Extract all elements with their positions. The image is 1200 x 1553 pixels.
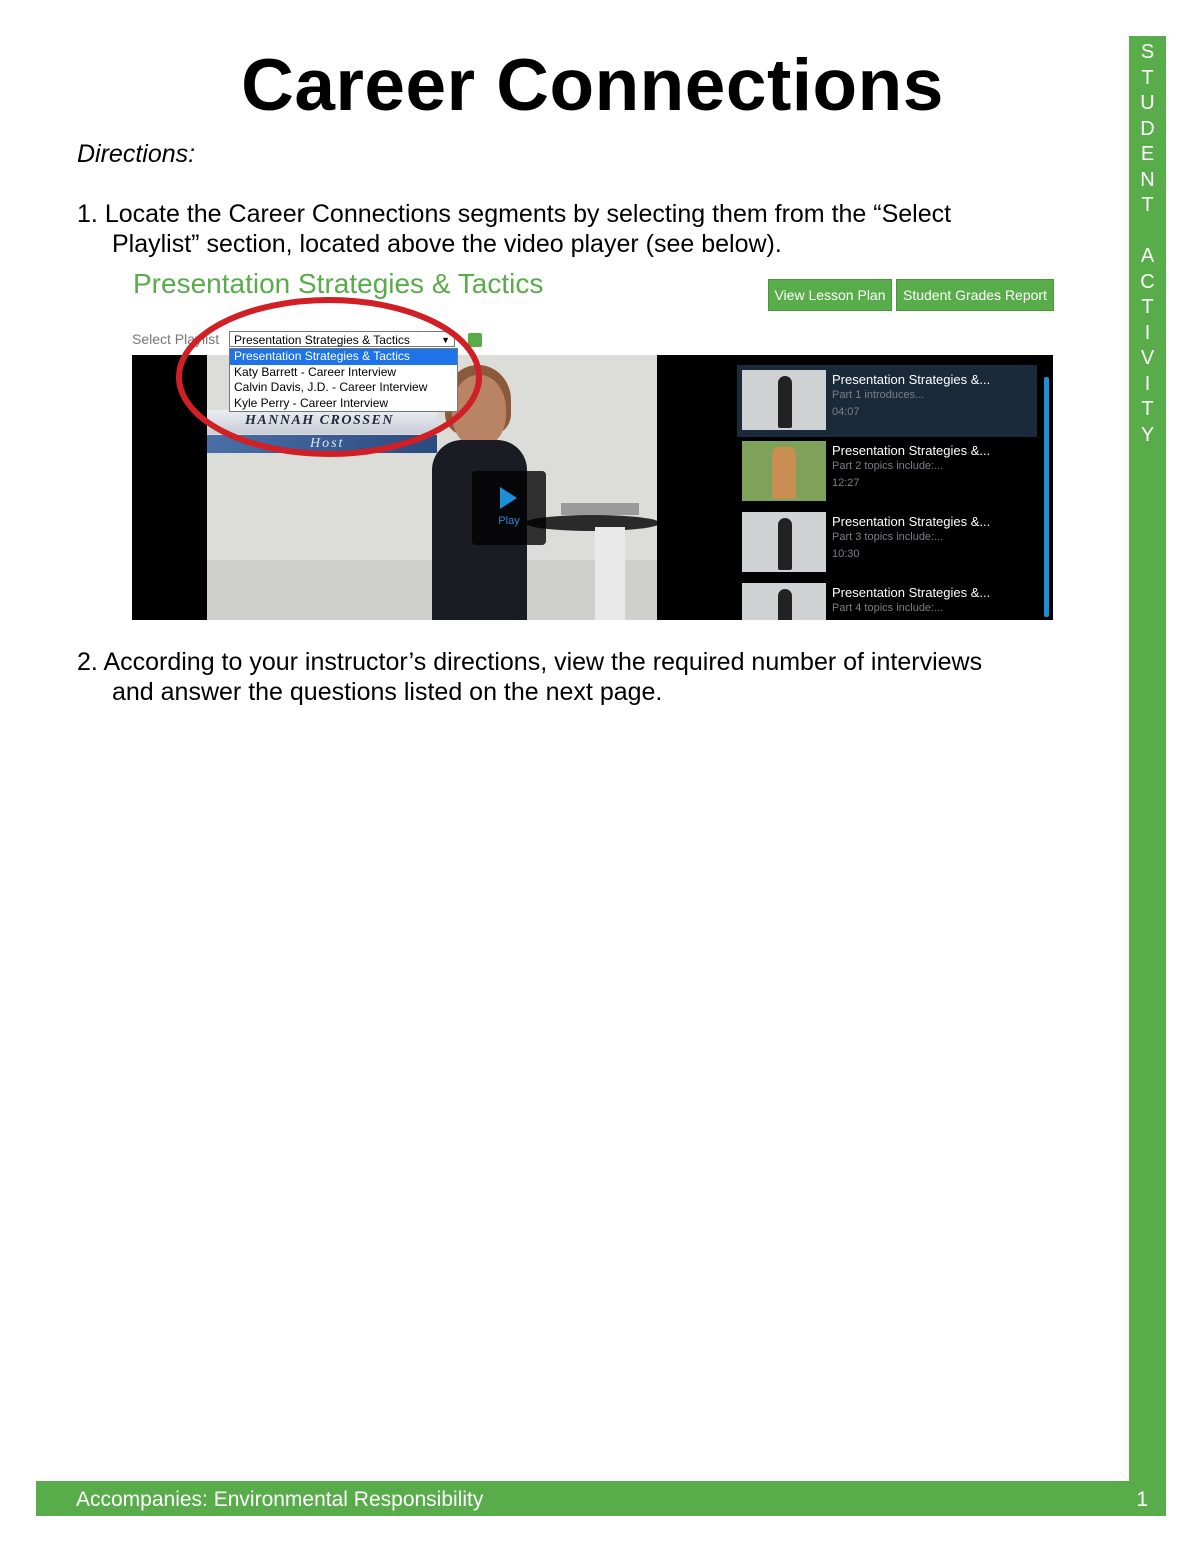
play-label: Play (498, 515, 520, 527)
sidebar-letter: D (1140, 117, 1155, 140)
sidebar-letter: S (1140, 41, 1155, 63)
play-button[interactable] (472, 471, 546, 545)
playlist-thumbnail (742, 512, 826, 572)
student-grades-report-button[interactable]: Student Grades Report (896, 279, 1054, 311)
sidebar-letter: I (1144, 372, 1151, 395)
select-playlist-label: Select Playlist (132, 331, 220, 347)
host-plate-text: Host (310, 436, 345, 451)
sidebar-letter: N (1140, 168, 1155, 191)
sidebar-letters (1129, 40, 1166, 448)
playlist-item-desc: Part 1 introduces... (832, 389, 925, 401)
playlist-item-title: Presentation Strategies &... (832, 372, 991, 387)
embedded-screenshot (130, 265, 1055, 620)
sidebar-letter: T (1141, 66, 1154, 89)
dropdown-option[interactable]: Katy Barrett - Career Interview (234, 364, 397, 379)
playlist-item-title: Presentation Strategies &... (832, 585, 991, 600)
playlist-item-title: Presentation Strategies &... (832, 443, 991, 458)
playlist-item[interactable] (737, 578, 1037, 620)
books-prop (561, 503, 639, 515)
sidebar-letter: A (1140, 245, 1155, 267)
playlist-item[interactable] (737, 436, 1037, 508)
step-1-line-2: Playlist” section, located above the video player (see below). (112, 230, 782, 258)
step-2-number: 2. (77, 648, 98, 676)
sidebar-letter: T (1141, 194, 1154, 216)
playlist-scrollbar[interactable] (1044, 377, 1049, 617)
page-number: 1 (1136, 1488, 1148, 1511)
playlist-item-time: 12:27 (832, 477, 860, 489)
sidebar-letter: E (1140, 143, 1155, 165)
step-1-text-1: Locate the Career Connections segments by selecting them from the “Select (104, 200, 952, 228)
highlight-ellipse (174, 295, 484, 460)
sidebar-letter: T (1141, 296, 1154, 318)
dropdown-option[interactable]: Calvin Davis, J.D. - Career Interview (234, 380, 428, 394)
playlist-thumbnail (742, 583, 826, 620)
name-plate-text: HANNAH CROSSEN (245, 413, 394, 428)
playlist-item-desc: Part 3 topics include:... (832, 531, 944, 543)
step-1 (77, 199, 1097, 259)
table-leg (595, 527, 625, 620)
footer-text: Accompanies: Environmental Responsibility (76, 1488, 484, 1511)
step-2-line-2: and answer the questions listed on the next page. (112, 678, 663, 706)
playlist-item-desc: Part 4 topics include:... (832, 602, 944, 614)
page-title: Career Connections (241, 45, 944, 126)
playlist-item[interactable] (737, 507, 1037, 579)
dropdown-option[interactable]: Kyle Perry - Career Interview (234, 395, 389, 410)
step-1-number: 1. (77, 200, 98, 228)
dropdown-option[interactable]: Presentation Strategies & Tactics (230, 349, 457, 365)
screenshot-heading: Presentation Strategies & Tactics (133, 268, 544, 299)
student-activity-sidebar (1129, 36, 1166, 1516)
playlist-thumbnail (742, 441, 826, 501)
step-1-line-1 (77, 200, 951, 228)
footer-bar (36, 1481, 1166, 1516)
playlist-item-title: Presentation Strategies &... (832, 514, 991, 529)
view-lesson-plan-button[interactable]: View Lesson Plan (768, 279, 892, 311)
step-2-line-1 (77, 648, 982, 676)
sidebar-letter: C (1140, 270, 1155, 293)
play-icon (500, 487, 517, 509)
sidebar-letter: V (1140, 347, 1155, 369)
playlist-thumbnail (742, 370, 826, 430)
playlist-item-desc: Part 2 topics include:... (832, 460, 944, 472)
sidebar-letter: T (1141, 398, 1154, 420)
sidebar-letter: Y (1140, 423, 1155, 446)
playlist-item-time: 10:30 (832, 548, 860, 560)
select-playlist-value: Presentation Strategies & Tactics (234, 333, 410, 347)
step-2-text-1: According to your instructor’s directions, view the required number of interviews (103, 648, 983, 676)
sidebar-letter: U (1140, 92, 1155, 114)
playlist-panel (732, 355, 1053, 620)
sidebar-letter: I (1144, 321, 1151, 344)
dropdown-arrow-icon: ▼ (441, 335, 450, 345)
playlist-item[interactable] (737, 365, 1037, 437)
playlist-item-time: 04:07 (832, 406, 860, 418)
step-2 (77, 647, 1097, 707)
directions-label: Directions: (77, 140, 196, 168)
